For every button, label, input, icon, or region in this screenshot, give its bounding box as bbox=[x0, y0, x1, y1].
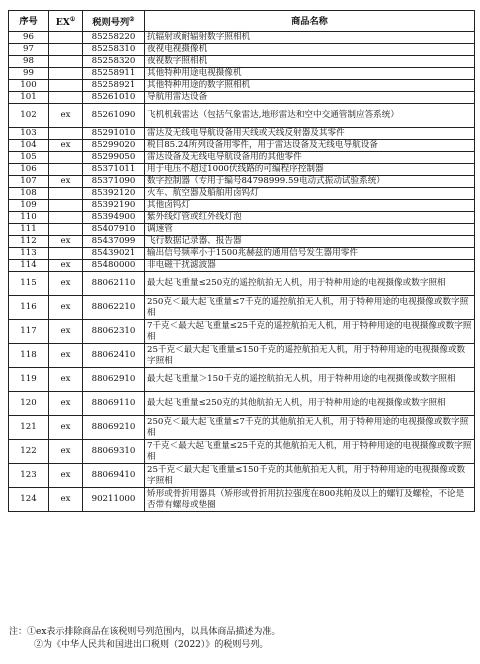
cell-code: 85258310 bbox=[83, 44, 145, 56]
table-row bbox=[9, 320, 475, 344]
table-row bbox=[9, 488, 475, 512]
cell-seq: 107 bbox=[9, 176, 49, 188]
cell-code: 88062410 bbox=[83, 344, 145, 368]
cell-name: 最大起飞重量≤250克的其他航拍无人机，用于特种用途的电视摄像或数字照相 bbox=[145, 392, 475, 416]
cell-seq: 122 bbox=[9, 440, 49, 464]
cell-seq: 103 bbox=[9, 128, 49, 140]
header-code bbox=[83, 11, 145, 32]
cell-ex: ex bbox=[49, 296, 83, 320]
table-row bbox=[9, 464, 475, 488]
cell-name: 调速管 bbox=[145, 224, 475, 236]
cell-name: 输出信号频率小于1500兆赫兹的通用信号发生器用零件 bbox=[145, 248, 475, 260]
table-body bbox=[9, 32, 475, 512]
cell-code: 85392120 bbox=[83, 188, 145, 200]
cell-code: 85480000 bbox=[83, 260, 145, 272]
cell-seq: 104 bbox=[9, 140, 49, 152]
table-row bbox=[9, 80, 475, 92]
cell-name: 其他特种用途电视摄像机 bbox=[145, 68, 475, 80]
cell-code: 85371011 bbox=[83, 164, 145, 176]
cell-ex bbox=[49, 152, 83, 164]
cell-name: 最大起飞重量＞150千克的遥控航拍无人机，用于特种用途的电视摄像或数字照相 bbox=[145, 368, 475, 392]
cell-code: 85291010 bbox=[83, 128, 145, 140]
table-row bbox=[9, 344, 475, 368]
table-row bbox=[9, 296, 475, 320]
cell-code: 85261090 bbox=[83, 104, 145, 128]
cell-seq: 97 bbox=[9, 44, 49, 56]
table-row bbox=[9, 188, 475, 200]
cell-seq: 100 bbox=[9, 80, 49, 92]
cell-code: 85261010 bbox=[83, 92, 145, 104]
cell-seq: 118 bbox=[9, 344, 49, 368]
cell-ex: ex bbox=[49, 260, 83, 272]
header-name: 商品名称 bbox=[145, 11, 475, 32]
cell-ex bbox=[49, 68, 83, 80]
cell-seq: 124 bbox=[9, 488, 49, 512]
cell-name: 夜视数字照相机 bbox=[145, 56, 475, 68]
cell-name: 250克＜最大起飞重量≤7千克的遥控航拍无人机，用于特种用途的电视摄像或数字照相 bbox=[145, 296, 475, 320]
header-code-footnote-mark: ② bbox=[129, 15, 135, 23]
cell-seq: 113 bbox=[9, 248, 49, 260]
table-row bbox=[9, 56, 475, 68]
cell-seq: 119 bbox=[9, 368, 49, 392]
header-ex-footnote-mark: ① bbox=[69, 15, 76, 23]
cell-code: 85258911 bbox=[83, 68, 145, 80]
table-row bbox=[9, 260, 475, 272]
cell-seq: 117 bbox=[9, 320, 49, 344]
cell-ex bbox=[49, 200, 83, 212]
cell-ex bbox=[49, 164, 83, 176]
cell-seq: 106 bbox=[9, 164, 49, 176]
cell-name: 雷达设备及无线电导航设备用的其他零件 bbox=[145, 152, 475, 164]
cell-ex: ex bbox=[49, 236, 83, 248]
cell-code: 85258921 bbox=[83, 80, 145, 92]
table-row bbox=[9, 68, 475, 80]
cell-ex bbox=[49, 44, 83, 56]
cell-ex: ex bbox=[49, 416, 83, 440]
cell-ex bbox=[49, 212, 83, 224]
cell-ex: ex bbox=[49, 392, 83, 416]
cell-name: 雷达及无线电导航设备用天线或天线反射器及其零件 bbox=[145, 128, 475, 140]
header-seq: 序号 bbox=[9, 11, 49, 32]
tariff-table-container bbox=[8, 10, 474, 512]
table-row bbox=[9, 368, 475, 392]
table-row bbox=[9, 164, 475, 176]
table-row bbox=[9, 200, 475, 212]
cell-seq: 111 bbox=[9, 224, 49, 236]
cell-code: 85258220 bbox=[83, 32, 145, 44]
cell-seq: 121 bbox=[9, 416, 49, 440]
header-ex-label: EX bbox=[55, 17, 70, 29]
cell-ex: ex bbox=[49, 344, 83, 368]
table-row bbox=[9, 236, 475, 248]
cell-code: 88069110 bbox=[83, 392, 145, 416]
table-header-row bbox=[9, 11, 475, 32]
cell-code: 88069410 bbox=[83, 464, 145, 488]
cell-code: 88062910 bbox=[83, 368, 145, 392]
cell-ex bbox=[49, 92, 83, 104]
cell-name: 其他卤钨灯 bbox=[145, 200, 475, 212]
table-row bbox=[9, 128, 475, 140]
cell-ex bbox=[49, 56, 83, 68]
cell-name: 夜视电视摄像机 bbox=[145, 44, 475, 56]
header-ex bbox=[49, 11, 83, 32]
cell-name: 其他特种用途的数字照相机 bbox=[145, 80, 475, 92]
cell-ex: ex bbox=[49, 368, 83, 392]
footnotes bbox=[9, 626, 475, 652]
cell-name: 飞行数据记录器、报告器 bbox=[145, 236, 475, 248]
cell-name: 7千克＜最大起飞重量≤25千克的遥控航拍无人机，用于特种用途的电视摄像或数字照相 bbox=[145, 320, 475, 344]
table-row bbox=[9, 176, 475, 188]
table-row bbox=[9, 440, 475, 464]
table-row bbox=[9, 416, 475, 440]
cell-seq: 114 bbox=[9, 260, 49, 272]
cell-ex bbox=[49, 188, 83, 200]
table-row bbox=[9, 140, 475, 152]
table-row bbox=[9, 224, 475, 236]
footnote-1: 注：①ex表示排除商品在该税则号列范围内，以具体商品描述为准。 bbox=[9, 627, 281, 637]
cell-code: 85394900 bbox=[83, 212, 145, 224]
cell-code: 85299020 bbox=[83, 140, 145, 152]
cell-ex: ex bbox=[49, 104, 83, 128]
cell-seq: 98 bbox=[9, 56, 49, 68]
cell-ex: ex bbox=[49, 464, 83, 488]
cell-seq: 105 bbox=[9, 152, 49, 164]
cell-seq: 96 bbox=[9, 32, 49, 44]
cell-seq: 109 bbox=[9, 200, 49, 212]
cell-code: 85407910 bbox=[83, 224, 145, 236]
cell-code: 85439021 bbox=[83, 248, 145, 260]
cell-name: 7千克＜最大起飞重量≤25千克的其他航拍无人机，用于特种用途的电视摄像或数字照相 bbox=[145, 440, 475, 464]
table-row bbox=[9, 44, 475, 56]
cell-name: 紫外线灯管或红外线灯泡 bbox=[145, 212, 475, 224]
cell-ex: ex bbox=[49, 320, 83, 344]
cell-seq: 120 bbox=[9, 392, 49, 416]
cell-seq: 99 bbox=[9, 68, 49, 80]
cell-name: 矫形或骨折用器具（矫形或骨折用抗拉强度在800兆帕及以上的螺钉及螺栓，不论是否带有螺母或垫圈 bbox=[145, 488, 475, 512]
cell-ex bbox=[49, 80, 83, 92]
cell-name: 数字控制器（专用于编号84798999.59电动式振动试验系统） bbox=[145, 176, 475, 188]
cell-seq: 101 bbox=[9, 92, 49, 104]
cell-ex bbox=[49, 224, 83, 236]
table-row bbox=[9, 32, 475, 44]
cell-name: 250克＜最大起飞重量≤7千克的其他航拍无人机，用于特种用途的电视摄像或数字照相 bbox=[145, 416, 475, 440]
cell-seq: 110 bbox=[9, 212, 49, 224]
cell-ex: ex bbox=[49, 488, 83, 512]
cell-code: 88062110 bbox=[83, 272, 145, 296]
cell-code: 85392190 bbox=[83, 200, 145, 212]
cell-ex bbox=[49, 248, 83, 260]
cell-code: 90211000 bbox=[83, 488, 145, 512]
cell-seq: 115 bbox=[9, 272, 49, 296]
footnote-2: ②为《中华人民共和国进出口税则（2022）》的税则号列。 bbox=[34, 640, 269, 650]
cell-name: 税目85.24所列设备用零件，用于雷达设备及无线电导航设备 bbox=[145, 140, 475, 152]
table-row bbox=[9, 104, 475, 128]
cell-seq: 108 bbox=[9, 188, 49, 200]
cell-ex: ex bbox=[49, 176, 83, 188]
cell-ex: ex bbox=[49, 440, 83, 464]
table-row bbox=[9, 92, 475, 104]
cell-name: 导航用雷达设备 bbox=[145, 92, 475, 104]
cell-seq: 102 bbox=[9, 104, 49, 128]
cell-code: 88069310 bbox=[83, 440, 145, 464]
table-row bbox=[9, 392, 475, 416]
table-row bbox=[9, 212, 475, 224]
cell-name: 非电磁干扰滤波器 bbox=[145, 260, 475, 272]
table-row bbox=[9, 248, 475, 260]
table-row bbox=[9, 152, 475, 164]
cell-seq: 123 bbox=[9, 464, 49, 488]
header-code-label: 税则号列 bbox=[92, 17, 130, 29]
cell-ex: ex bbox=[49, 140, 83, 152]
cell-name: 火车、航空器及船舶用卤钨灯 bbox=[145, 188, 475, 200]
cell-ex bbox=[49, 128, 83, 140]
table-row bbox=[9, 272, 475, 296]
cell-name: 最大起飞重量≤250克的遥控航拍无人机，用于特种用途的电视摄像或数字照相 bbox=[145, 272, 475, 296]
cell-name: 25千克＜最大起飞重量≤150千克的遥控航拍无人机，用于特种用途的电视摄像或数字照相 bbox=[145, 344, 475, 368]
cell-name: 飞机机载雷达（包括气象雷达,地形雷达和空中交通管制应答系统） bbox=[145, 104, 475, 128]
cell-ex bbox=[49, 32, 83, 44]
cell-code: 88062310 bbox=[83, 320, 145, 344]
cell-code: 85437099 bbox=[83, 236, 145, 248]
tariff-table bbox=[8, 10, 475, 512]
cell-ex: ex bbox=[49, 272, 83, 296]
cell-code: 88062210 bbox=[83, 296, 145, 320]
cell-code: 85258320 bbox=[83, 56, 145, 68]
cell-name: 用于电压不超过1000伏线路的可编程序控制器 bbox=[145, 164, 475, 176]
cell-code: 85299050 bbox=[83, 152, 145, 164]
cell-name: 25千克＜最大起飞重量≤150千克的其他航拍无人机，用于特种用途的电视摄像或数字照相 bbox=[145, 464, 475, 488]
cell-code: 88069210 bbox=[83, 416, 145, 440]
cell-seq: 112 bbox=[9, 236, 49, 248]
cell-code: 85371090 bbox=[83, 176, 145, 188]
cell-name: 抗辐射或耐辐射数字照相机 bbox=[145, 32, 475, 44]
cell-seq: 116 bbox=[9, 296, 49, 320]
